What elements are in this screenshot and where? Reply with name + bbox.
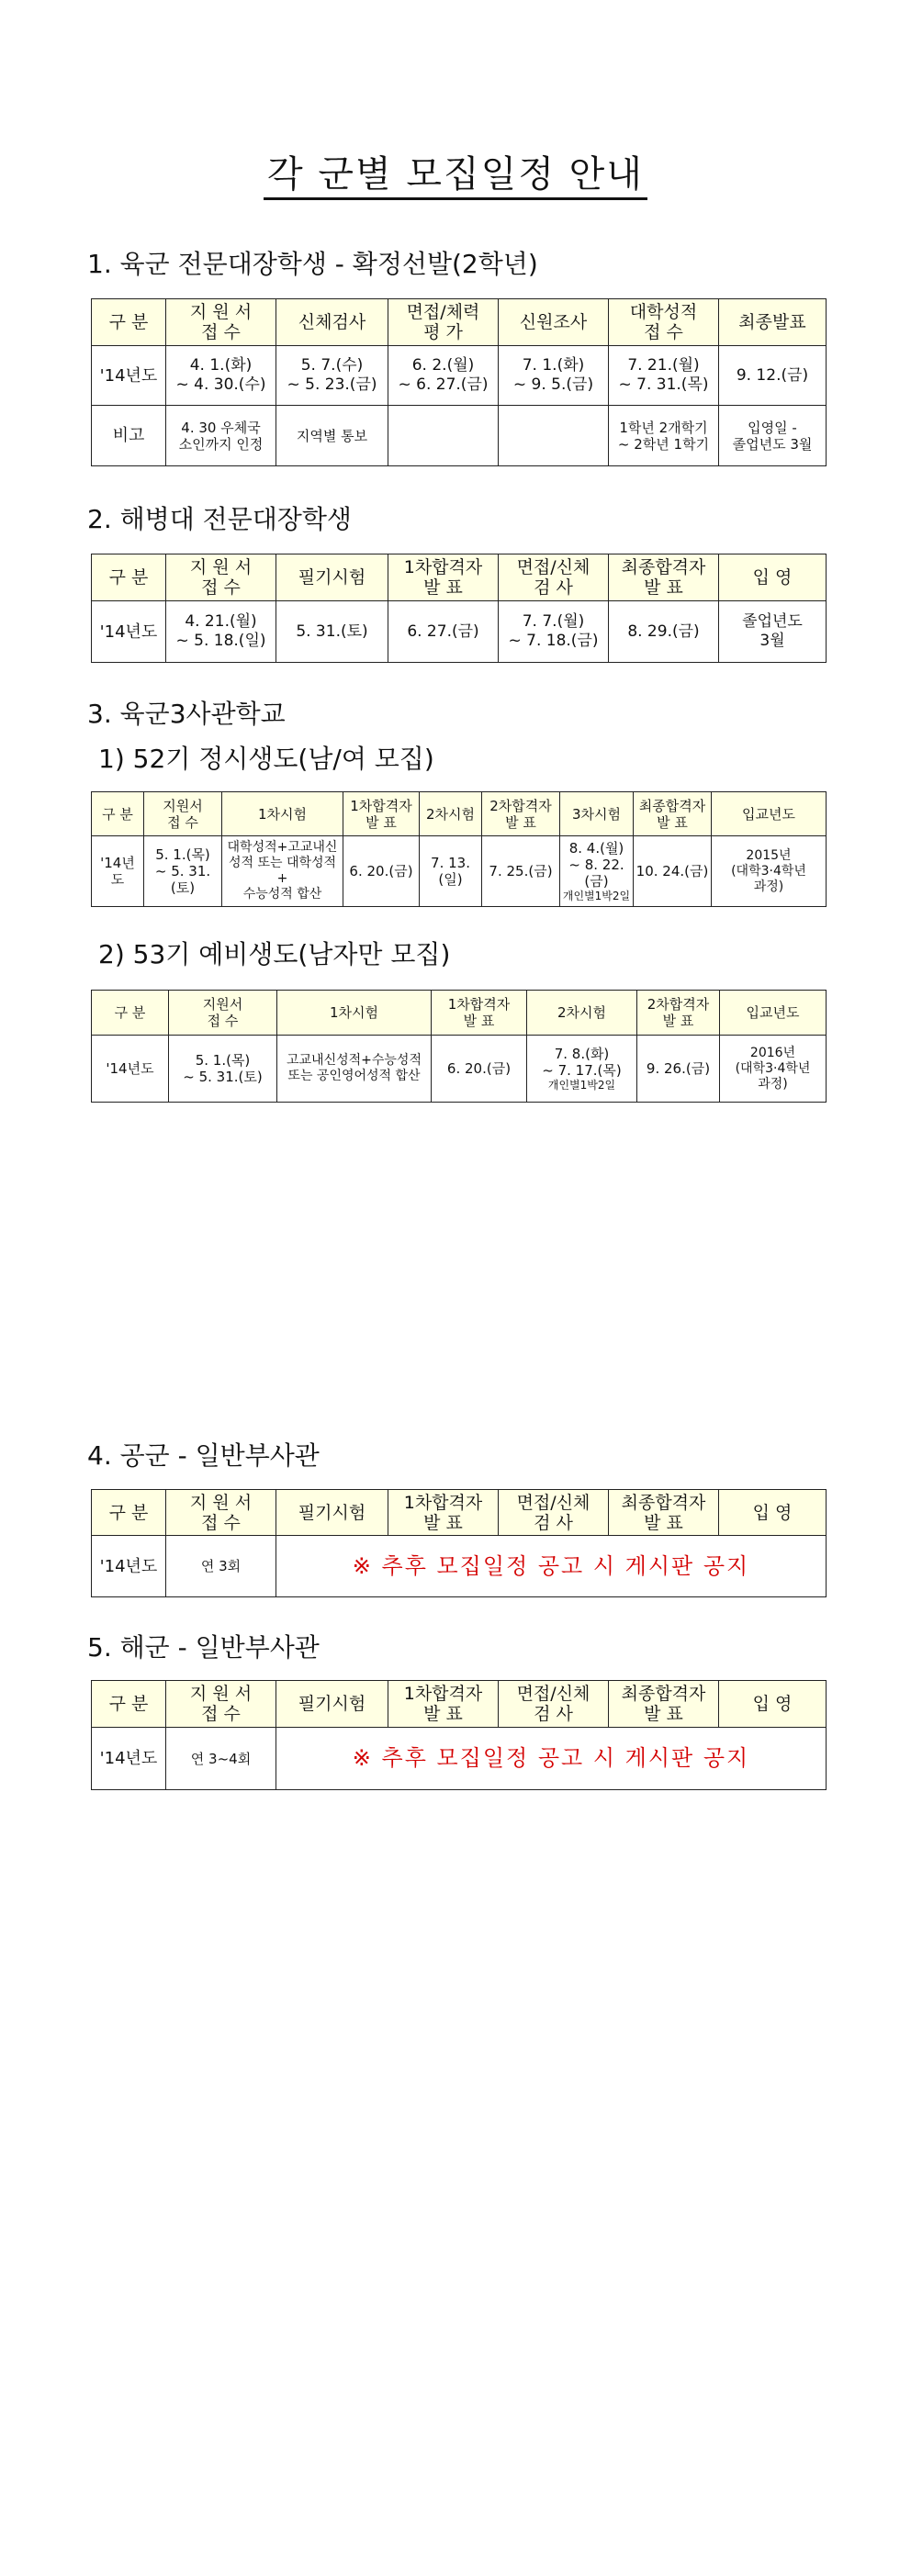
- table-cell: 5. 1.(목) ~ 5. 31.(토): [169, 1036, 277, 1103]
- header-cell: 필기시험: [276, 1681, 388, 1728]
- table-cell: 4. 21.(월) ~ 5. 18.(일): [166, 601, 276, 663]
- table-cell: [560, 836, 634, 907]
- cell-main-text: 8. 4.(월) ~ 8. 22.(금): [568, 840, 624, 890]
- table-cell: [388, 406, 499, 466]
- section-2-heading: 2. 해병대 전문대장학생: [87, 504, 352, 534]
- table-cell: 졸업년도 3월: [719, 601, 827, 663]
- table-cell: 4. 30 우체국 소인까지 인정: [166, 406, 276, 466]
- section-4-table: [91, 1489, 827, 1597]
- header-cell: 1차합격자 발 표: [388, 554, 499, 601]
- table-cell: 10. 24.(금): [634, 836, 712, 907]
- cell-note-text: 개인별1박2일: [547, 1079, 616, 1092]
- table-cell: 연 3~4회: [166, 1728, 276, 1790]
- header-cell: 최종합격자 발 표: [634, 792, 712, 836]
- section-1-heading: 1. 육군 전문대장학생 - 확정선발(2학년): [87, 249, 538, 279]
- table-cell: 7. 1.(화) ~ 9. 5.(금): [499, 346, 609, 406]
- table-cell: [527, 1036, 637, 1103]
- header-cell: 입교년도: [712, 792, 827, 836]
- header-cell: 필기시험: [276, 1490, 388, 1536]
- table-cell: 5. 1.(목) ~ 5. 31.(토): [144, 836, 222, 907]
- table-cell: '14년도: [92, 1536, 166, 1597]
- section-3-2-table: [91, 990, 827, 1103]
- header-cell: 구 분: [92, 991, 169, 1036]
- table-cell: 9. 12.(금): [719, 346, 827, 406]
- header-cell: 필기시험: [276, 554, 388, 601]
- table-cell: 2016년 (대학3·4학년 과정): [720, 1036, 827, 1103]
- table-cell: 고교내신성적+수능성적 또는 공인영어성적 합산: [277, 1036, 432, 1103]
- header-cell: 2차합격자 발 표: [637, 991, 720, 1036]
- table-cell: 9. 26.(금): [637, 1036, 720, 1103]
- section-3-2-heading: 2) 53기 예비생도(남자만 모집): [98, 939, 451, 969]
- header-cell: 지 원 서 접 수: [166, 554, 276, 601]
- header-cell: 최종합격자 발 표: [609, 1681, 719, 1728]
- header-cell: 면접/신체 검 사: [499, 554, 609, 601]
- section-3-heading: 3. 육군3사관학교: [87, 699, 286, 729]
- table-cell: 7. 7.(월) ~ 7. 18.(금): [499, 601, 609, 663]
- header-cell: 신체검사: [276, 299, 388, 346]
- section-3-1-table: [91, 791, 827, 907]
- header-cell: 구 분: [92, 299, 166, 346]
- header-cell: 입교년도: [720, 991, 827, 1036]
- header-cell: 1차시험: [277, 991, 432, 1036]
- table-cell: 6. 2.(월) ~ 6. 27.(금): [388, 346, 499, 406]
- section-5-heading: 5. 해군 - 일반부사관: [87, 1632, 320, 1663]
- table-cell: 7. 21.(월) ~ 7. 31.(목): [609, 346, 719, 406]
- header-cell: 2차시험: [420, 792, 482, 836]
- table-cell: 입영일 - 졸업년도 3월: [719, 406, 827, 466]
- table-cell: 8. 29.(금): [609, 601, 719, 663]
- header-cell: 최종합격자 발 표: [609, 554, 719, 601]
- header-cell: 지원서 접 수: [144, 792, 222, 836]
- section-3-1-heading: 1) 52기 정시생도(남/여 모집): [98, 744, 434, 774]
- header-cell: 입 영: [719, 1681, 827, 1728]
- header-cell: 1차합격자 발 표: [388, 1490, 499, 1536]
- table-cell: 지역별 통보: [276, 406, 388, 466]
- header-cell: 2차시험: [527, 991, 637, 1036]
- header-cell: 최종발표: [719, 299, 827, 346]
- table-cell: '14년도: [92, 601, 166, 663]
- header-cell: 구 분: [92, 1681, 166, 1728]
- table-cell: 5. 7.(수) ~ 5. 23.(금): [276, 346, 388, 406]
- table-cell: 6. 27.(금): [388, 601, 499, 663]
- section-4-heading: 4. 공군 - 일반부사관: [87, 1440, 320, 1471]
- header-cell: 2차합격자 발 표: [482, 792, 560, 836]
- header-cell: 면접/신체 검 사: [499, 1681, 609, 1728]
- header-cell: 1차합격자 발 표: [388, 1681, 499, 1728]
- table-cell: 7. 13.(일): [420, 836, 482, 907]
- header-cell: 입 영: [719, 1490, 827, 1536]
- header-cell: 1차합격자 발 표: [432, 991, 527, 1036]
- table-cell: 2015년 (대학3·4학년 과정): [712, 836, 827, 907]
- table-cell: 6. 20.(금): [343, 836, 420, 907]
- table-cell: 6. 20.(금): [432, 1036, 527, 1103]
- table-cell: 비고: [92, 406, 166, 466]
- table-cell: '14년도: [92, 1728, 166, 1790]
- section-2-table: [91, 554, 827, 663]
- table-cell: '14년도: [92, 1036, 169, 1103]
- table-cell: 7. 25.(금): [482, 836, 560, 907]
- header-cell: 최종합격자 발 표: [609, 1490, 719, 1536]
- header-cell: 구 분: [92, 554, 166, 601]
- cell-note-text: 개인별1박2일: [562, 890, 631, 902]
- header-cell: 면접/체력 평 가: [388, 299, 499, 346]
- header-cell: 지 원 서 접 수: [166, 299, 276, 346]
- header-cell: 신원조사: [499, 299, 609, 346]
- section-5-table: [91, 1680, 827, 1790]
- header-cell: 1차합격자 발 표: [343, 792, 420, 836]
- header-cell: 구 분: [92, 792, 144, 836]
- table-cell: 대학성적+고교내신 성적 또는 대학성적+ 수능성적 합산: [222, 836, 343, 907]
- header-cell: 지 원 서 접 수: [166, 1490, 276, 1536]
- header-cell: 면접/신체 검 사: [499, 1490, 609, 1536]
- header-cell: 지원서 접 수: [169, 991, 277, 1036]
- header-cell: 1차시험: [222, 792, 343, 836]
- page-title: 각 군별 모집일정 안내: [0, 145, 911, 197]
- table-cell: 4. 1.(화) ~ 4. 30.(수): [166, 346, 276, 406]
- section-1-table: [91, 298, 827, 466]
- header-cell: 지 원 서 접 수: [166, 1681, 276, 1728]
- header-cell: 대학성적 접 수: [609, 299, 719, 346]
- table-cell: [499, 406, 609, 466]
- header-cell: 3차시험: [560, 792, 634, 836]
- table-cell: 5. 31.(토): [276, 601, 388, 663]
- notice-text: ※ 추후 모집일정 공고 시 게시판 공지: [276, 1536, 827, 1597]
- notice-text: ※ 추후 모집일정 공고 시 게시판 공지: [276, 1728, 827, 1790]
- cell-main-text: 7. 8.(화) ~ 7. 17.(목): [542, 1046, 622, 1079]
- table-cell: '14년도: [92, 836, 144, 907]
- table-cell: '14년도: [92, 346, 166, 406]
- table-cell: 연 3회: [166, 1536, 276, 1597]
- table-cell: 1학년 2개학기 ~ 2학년 1학기: [609, 406, 719, 466]
- header-cell: 구 분: [92, 1490, 166, 1536]
- header-cell: 입 영: [719, 554, 827, 601]
